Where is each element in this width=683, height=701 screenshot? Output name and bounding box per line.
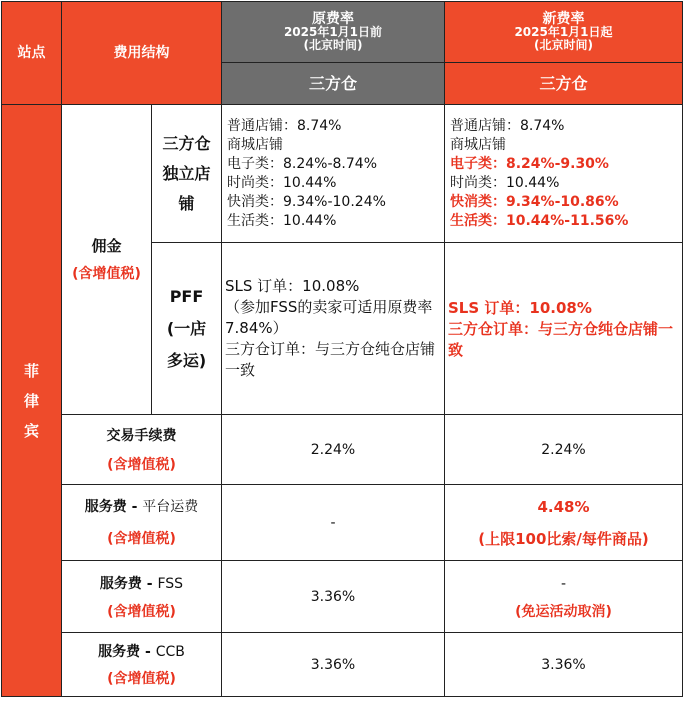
- fss-new-note: (免运活动取消): [515, 603, 612, 620]
- old-rate-date: 2025年1月1日前: [283, 25, 383, 39]
- new-warehouse-header: 三方仓: [445, 63, 683, 105]
- platform-shipping-tax: (含增值税): [107, 530, 176, 547]
- commission-tax: (含增值税): [72, 265, 141, 282]
- platform-shipping-old: -: [222, 485, 445, 561]
- independent-store-label: 三方仓独立店铺: [162, 133, 211, 213]
- pff-label: PFF: [169, 286, 204, 306]
- fss-tax: (含增值税): [107, 603, 176, 620]
- ccb-label-cell: [62, 633, 222, 697]
- fss-new-cell: [445, 561, 683, 633]
- fss-name: FSS: [157, 575, 184, 592]
- ccb-old: 3.36%: [222, 633, 445, 697]
- fee-structure-header: 费用结构: [62, 2, 222, 105]
- transaction-label-cell: [62, 415, 222, 485]
- independent-old-line: 生活类：10.44%: [227, 212, 337, 229]
- fss-new: -: [560, 575, 567, 592]
- site-name: 菲律宾: [24, 361, 40, 440]
- old-rate-title: 原费率: [312, 11, 354, 27]
- platform-shipping-new-note: (上限100比索/每件商品): [478, 529, 649, 548]
- pff-label-note: (一店: [166, 318, 207, 338]
- ccb-label: [62, 638, 221, 666]
- new-rate-title: 新费率: [542, 11, 585, 27]
- independent-new-rates: [445, 105, 683, 243]
- service-fee-prefix: 服务费 -: [99, 575, 158, 592]
- old-rate-header: [222, 2, 445, 63]
- independent-old-line: 商城店铺: [227, 136, 283, 153]
- site-cell: [2, 105, 62, 697]
- independent-new-line-changed: 生活类：10.44%-11.56%: [450, 212, 629, 229]
- fss-label-cell: [62, 561, 222, 633]
- pff-new-line: SLS 订单：10.08%: [448, 299, 592, 317]
- new-rate-header: [445, 2, 683, 63]
- fee-table: [1, 1, 683, 697]
- pff-new-rates: [445, 243, 683, 415]
- old-rate-tz: (北京时间): [303, 38, 363, 52]
- platform-shipping-name: 平台运费: [142, 498, 199, 515]
- fss-old: 3.36%: [222, 561, 445, 633]
- pff-old-rates: [222, 243, 445, 415]
- old-warehouse-header: 三方仓: [222, 63, 445, 105]
- new-rate-tz: (北京时间): [534, 38, 593, 52]
- independent-new-line: 普通店铺：8.74%: [450, 117, 565, 134]
- independent-new-line-changed: 快消类：9.34%-10.86%: [450, 193, 619, 210]
- new-rate-date: 2025年1月1日起: [514, 25, 613, 39]
- independent-old-line: 快消类：9.34%-10.24%: [227, 193, 386, 210]
- ccb-tax: (含增值税): [107, 670, 176, 687]
- independent-old-line: 普通店铺：8.74%: [227, 117, 342, 134]
- pff-old-line: SLS 订单：10.08%: [225, 277, 360, 295]
- independent-old-line: 时尚类：10.44%: [227, 174, 337, 191]
- service-fee-prefix: 服务费 -: [84, 498, 143, 515]
- commission-label: 佣金: [91, 236, 122, 255]
- independent-new-line: 商城店铺: [450, 136, 506, 153]
- transaction-new: 2.24%: [445, 415, 683, 485]
- pff-new-line: 三方仓订单：与三方仓纯仓店铺一致: [448, 320, 674, 359]
- independent-old-rates: [222, 105, 445, 243]
- ccb-new: 3.36%: [445, 633, 683, 697]
- commission-label-cell: [62, 105, 152, 415]
- site-header: 站点: [2, 2, 62, 105]
- transaction-tax: (含增值税): [107, 456, 176, 473]
- pff-label-cell: [152, 243, 222, 415]
- pff-old-line: 三方仓订单：与三方仓纯仓店铺一致: [225, 340, 436, 379]
- platform-shipping-label: [62, 491, 221, 523]
- independent-new-line: 时尚类：10.44%: [450, 174, 560, 191]
- service-fee-prefix: 服务费 -: [98, 643, 156, 660]
- platform-shipping-label-cell: [62, 485, 222, 561]
- pff-old-line: （参加FSS的卖家可适用原费率7.84%）: [225, 298, 433, 337]
- platform-shipping-new: 4.48%: [537, 497, 590, 516]
- independent-new-line-changed: 电子类：8.24%-9.30%: [450, 155, 609, 172]
- fss-label: [62, 569, 221, 599]
- independent-old-line: 电子类：8.24%-8.74%: [227, 155, 378, 172]
- pff-label-note: 多运): [166, 350, 207, 370]
- independent-store-label-cell: [152, 105, 222, 243]
- platform-shipping-new-cell: [445, 485, 683, 561]
- transaction-label: 交易手续费: [106, 427, 177, 444]
- transaction-old: 2.24%: [222, 415, 445, 485]
- ccb-name: CCB: [155, 643, 185, 660]
